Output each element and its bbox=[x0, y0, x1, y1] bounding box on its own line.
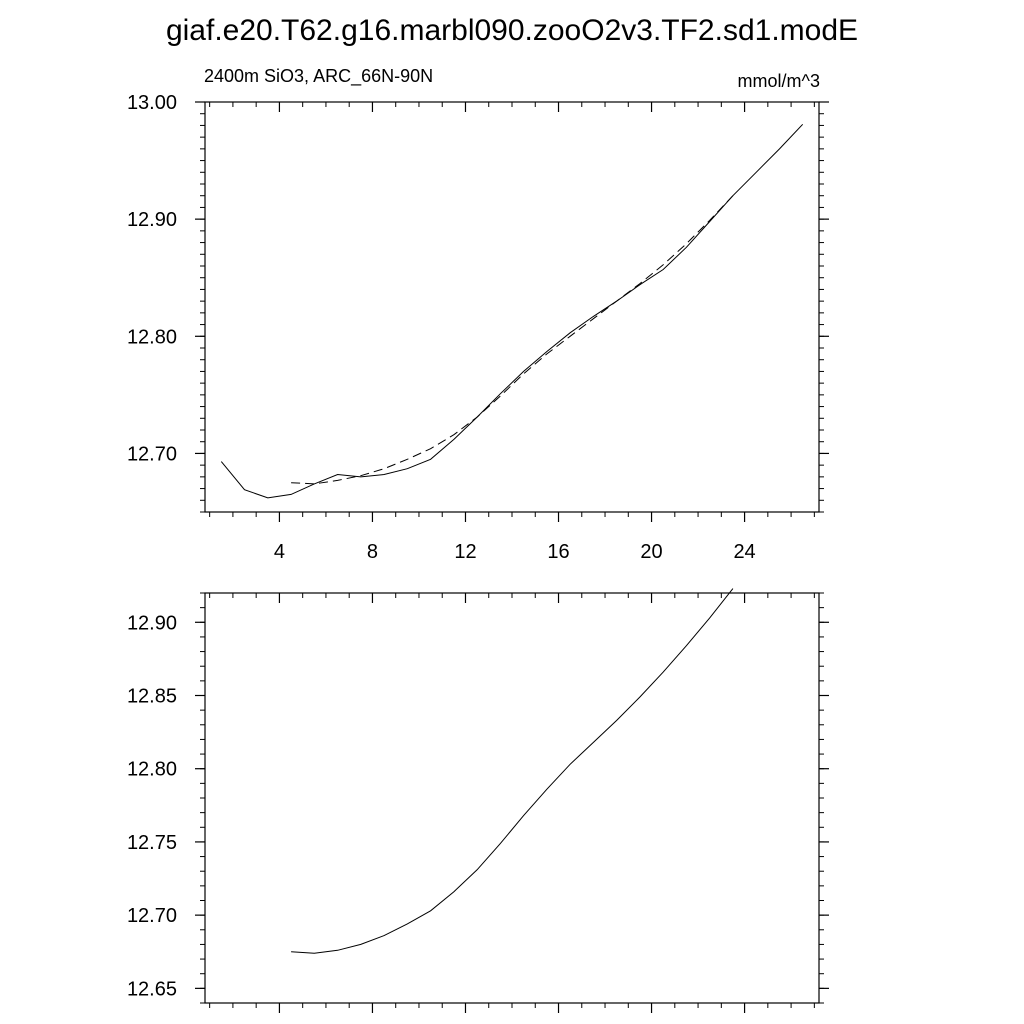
y-tick-label: 12.70 bbox=[126, 443, 177, 466]
top-y-tick-labels bbox=[127, 92, 177, 465]
top-panel-left-label: 2400m SiO3, ARC_66N-90N bbox=[204, 66, 434, 86]
y-tick-label: 12.75 bbox=[126, 831, 177, 854]
y-tick-label: 12.80 bbox=[126, 758, 177, 781]
top-x-tick-labels bbox=[274, 541, 756, 563]
x-tick-label: 4 bbox=[273, 541, 285, 563]
y-tick-label: 12.70 bbox=[126, 905, 177, 928]
figure-title: giaf.e20.T62.g16.marbl090.zooO2v3.TF2.sd1.modE bbox=[165, 14, 859, 47]
x-tick-label: 24 bbox=[733, 541, 756, 563]
dashed-series-line bbox=[291, 196, 733, 484]
bottom-tick-marks bbox=[195, 593, 829, 1013]
top-panel-right-label: mmol/m^3 bbox=[737, 71, 820, 91]
y-tick-label: 12.85 bbox=[126, 685, 177, 708]
y-tick-label: 12.65 bbox=[126, 978, 177, 1001]
x-tick-label: 20 bbox=[640, 541, 663, 563]
y-tick-label: 12.90 bbox=[126, 612, 177, 635]
solid-series-line bbox=[291, 589, 733, 954]
y-tick-label: 13.00 bbox=[126, 92, 177, 114]
solid-series-line bbox=[221, 124, 802, 498]
bottom-panel bbox=[127, 589, 829, 1013]
x-tick-label: 12 bbox=[454, 541, 477, 563]
x-tick-label: 8 bbox=[366, 541, 379, 563]
y-tick-label: 12.90 bbox=[126, 209, 177, 232]
bottom-plot-frame bbox=[205, 593, 819, 1003]
top-panel bbox=[127, 66, 829, 563]
top-tick-marks bbox=[195, 102, 829, 522]
top-plot-frame bbox=[205, 102, 819, 512]
y-tick-label: 12.80 bbox=[126, 326, 177, 349]
bottom-y-tick-labels bbox=[127, 612, 177, 1000]
x-tick-label: 16 bbox=[547, 541, 570, 563]
top-series-group bbox=[221, 124, 802, 498]
bottom-series-group bbox=[291, 589, 733, 954]
